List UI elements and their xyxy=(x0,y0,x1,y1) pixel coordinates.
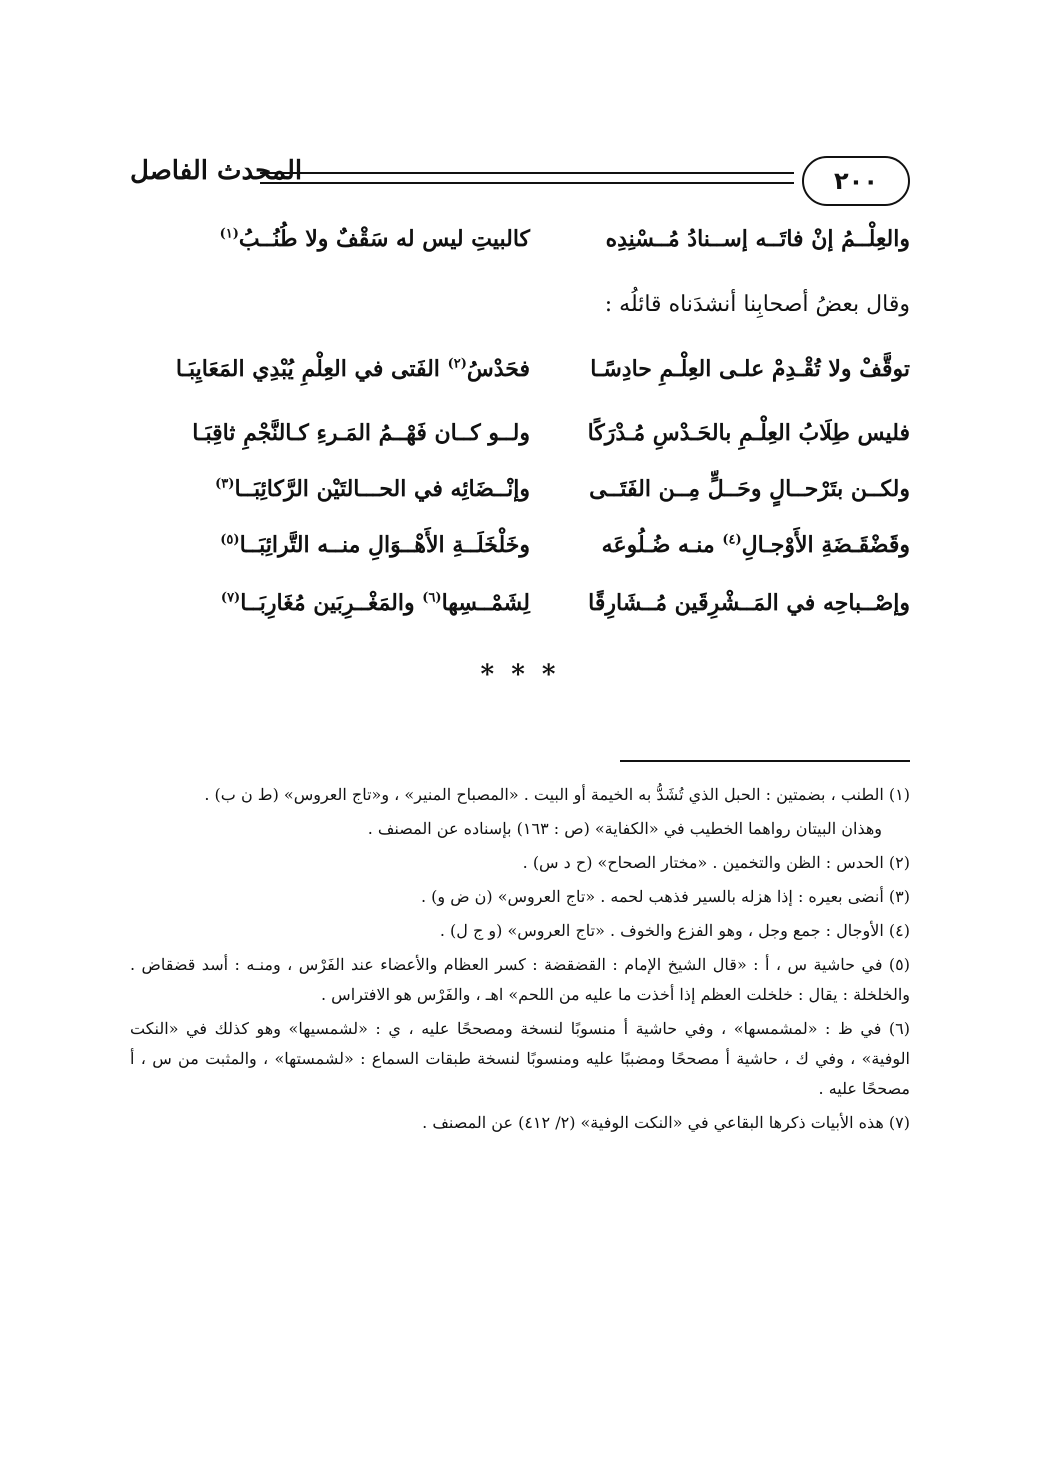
footnote-ref: (٣) xyxy=(215,476,235,492)
verse-text: لِشَمْــسِها xyxy=(441,590,530,616)
verse-second-hemistich xyxy=(220,532,530,558)
verse-second-hemistich xyxy=(221,590,530,616)
footnote-ref: (١) xyxy=(219,226,239,242)
verse-line xyxy=(130,476,910,526)
verse-first-hemistich: والعِلْــمُ إنْ فاتَــه إســنادُ مُــسْنِدِه xyxy=(605,226,910,252)
footnote-7: (٧) هذه الأبيات ذكرها البقاعي في «النكت الوفية» (٢/ ٤١٢) عن المصنف . xyxy=(422,1113,910,1132)
footnote-ref: (٤) xyxy=(722,532,742,548)
footnote-1: (١) الطنب ، بضمتين : الحبل الذي تُشَدُّ به الخيمة أو البيت . «المصباح المنير» ، و«تاج العروس» (ط ن ب) . xyxy=(204,785,910,804)
verse-second-hemistich xyxy=(220,226,530,252)
verse-first-hemistich: فليس طِلَابُ العِلْـمِ بالحَـدْسِ مُـدْرَكًا xyxy=(587,420,910,446)
verse-text: كالبيتِ ليس له سَقْفٌ ولا طُنُــبُ xyxy=(238,226,530,252)
footnote-5: (٥) في حاشية س ، أ : «قال الشيخ الإمام : القضقضة : كسر العظام والأعضاء عند الفَرْس ، ومنـه : أسد قضقاض . والخلخلة : يقال : خلخلت العظم إذا أخذت ما عليه من اللحم» اهـ ، والفَرْس هو الافتراس . xyxy=(130,955,910,1004)
verse-first-hemistich: وإصْــباحِه في المَــشْرِقَين مُــشَارِقًا xyxy=(588,590,910,616)
page-number-badge xyxy=(802,156,910,206)
verse-line xyxy=(130,590,910,640)
verse-first-hemistich: توقَّفْ ولا تُقْـدِمْ علـى العِلْـمِ حادِسًـا xyxy=(590,356,910,382)
verse-text: والمَغْــرِبَين مُغَارِبَــا xyxy=(240,590,423,616)
verse-first-hemistich xyxy=(602,532,910,558)
page-number: ٢٠٠ xyxy=(834,167,878,195)
verse-text: وخَلْخَلَــةِ الأَهْــوَالِ منــه التَّرائِبَــا xyxy=(239,532,530,558)
verse-text: منـه ضُـلُوعَه xyxy=(601,532,723,558)
footnote-1-continuation: وهذان البيتان رواهما الخطيب في «الكفاية» (ص : ١٦٣) بإسناده عن المصنف . xyxy=(367,819,882,838)
section-separator: * * * xyxy=(480,660,560,690)
header-double-rule xyxy=(260,172,794,184)
verse-text: وإنْــضَائِه في الحـــالتَيْن الرَّكائِبَــا xyxy=(234,476,530,502)
footnote-ref: (٥) xyxy=(220,532,240,548)
verse-text: الفَتى في العِلْمِ يُبْدِي المَعَايِبَـا xyxy=(175,356,448,382)
footnote-4: (٤) الأوجال : جمع وجل ، وهو الفزع والخوف . «تاج العروس» (و ج ل) . xyxy=(439,921,910,940)
footnote-2: (٢) الحدس : الظن والتخمين . «مختار الصحاح» (ح د س) . xyxy=(522,853,910,872)
verse-text: وقَضْقَـضَةِ الأَوْجـالِ xyxy=(741,532,910,558)
intro-line: وقال بعضُ أصحابِنا أنشدَناه قائلُه : xyxy=(604,292,910,317)
verse-line xyxy=(130,532,910,582)
footnote-rule xyxy=(620,760,910,762)
running-title: المحدث الفاصل xyxy=(130,156,303,186)
footnote-6: (٦) في ظ : «لمشمسها» ، وفي حاشية أ منسوبًا لنسخة ومصححًا عليه ، ي : «لشمسيها» وهو كذلك في «النكت الوفية» ، وفي ك ، حاشية أ مصححًا ومضببًا عليه ومنسوبًا لنسخة طبقات السماع : «لشمستها» ، والمثبت من س ، أ مصححًا عليه . xyxy=(130,1019,910,1098)
verse-text: فحَدْسُ xyxy=(466,356,530,382)
verse-line xyxy=(130,420,910,470)
footnote-ref: (٦) xyxy=(422,590,442,606)
footnotes xyxy=(130,780,910,1142)
verse-second-hemistich xyxy=(176,356,530,382)
page-header xyxy=(130,150,910,210)
verse-second-hemistich xyxy=(215,476,530,502)
verse-first-hemistich: ولكــن بتَرْحــالٍ وحَــلٍّ مِــن الفَتَــى xyxy=(589,476,910,502)
footnote-ref: (٢) xyxy=(447,356,467,372)
footnote-3: (٣) أنضى بعيره : إذا هزله بالسير فذهب لحمه . «تاج العروس» (ن ض و) . xyxy=(420,887,910,906)
verse-line xyxy=(130,356,910,406)
verse-second-hemistich: ولــو كــان فَهْــمُ المَـرءِ كـالنَّجْمِ ثاقِبَـا xyxy=(192,420,530,446)
verse-line xyxy=(130,226,910,276)
footnote-ref: (٧) xyxy=(220,590,241,606)
